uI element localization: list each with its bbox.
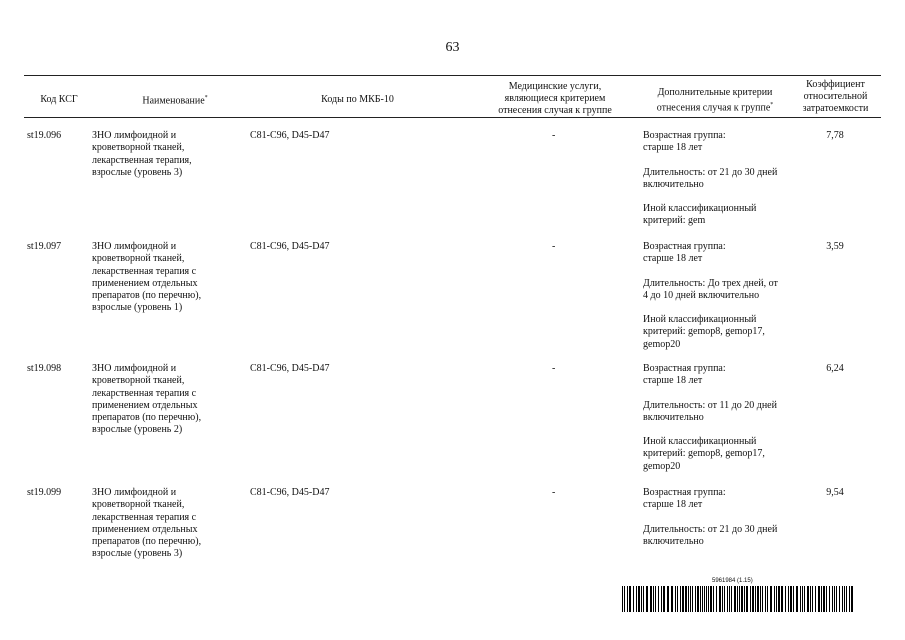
table-top-rule bbox=[24, 75, 881, 76]
header-criteria: Дополнительные критерии отнесения случая к группе* bbox=[656, 87, 774, 114]
cell-criteria bbox=[643, 130, 793, 240]
cell-name: ЗНО лимфоидной и кроветворной тканей, лекарственная терапия с применением отдельных препаратов (по перечню), взрослые (уровень 2) bbox=[92, 363, 202, 436]
cell-name: ЗНО лимфоидной и кроветворной тканей, лекарственная терапия с применением отдельных препаратов (по перечню), взрослые (уровень 1) bbox=[92, 241, 202, 314]
cell-coef: 7,78 bbox=[826, 130, 844, 141]
header-icd: Коды по МКБ-10 bbox=[321, 94, 394, 105]
cell-criteria bbox=[643, 363, 793, 485]
cell-services: - bbox=[552, 487, 556, 498]
cell-icd: C81-C96, D45-D47 bbox=[250, 487, 330, 498]
cell-code: st19.099 bbox=[27, 487, 62, 498]
header-name: Наименование* bbox=[142, 95, 208, 107]
criteria-block: Возрастная группа: старше 18 лет bbox=[643, 241, 726, 265]
header-services: Медицинские услуги, являющиеся критерием отнесения случая к группе bbox=[498, 81, 612, 116]
criteria-block: Длительность: от 11 до 20 дней включительно bbox=[643, 399, 777, 423]
criteria-block: Иной классификационный критерий: gemop8, gemop17, gemop20 bbox=[643, 314, 765, 350]
header-code: Код КСГ bbox=[40, 94, 78, 105]
criteria-block: Возрастная группа: старше 18 лет bbox=[643, 363, 726, 387]
page-number: 63 bbox=[445, 40, 460, 55]
cell-criteria bbox=[643, 241, 793, 363]
cell-coef: 3,59 bbox=[826, 241, 844, 252]
cell-icd: C81-C96, D45-D47 bbox=[250, 241, 330, 252]
cell-code: st19.098 bbox=[27, 363, 62, 374]
criteria-block: Длительность: от 21 до 30 дней включительно bbox=[643, 523, 778, 547]
cell-code: st19.096 bbox=[27, 130, 62, 141]
table-header-rule bbox=[24, 117, 881, 118]
cell-icd: C81-C96, D45-D47 bbox=[250, 363, 330, 374]
criteria-block: Иной классификационный критерий: gemop8, gemop17, gemop20 bbox=[643, 436, 765, 472]
barcode bbox=[622, 586, 854, 612]
cell-coef: 9,54 bbox=[826, 487, 844, 498]
criteria-block: Возрастная группа: старше 18 лет bbox=[643, 130, 726, 154]
cell-services: - bbox=[552, 130, 556, 141]
barcode-number: 5961984 (1.15) bbox=[712, 578, 753, 584]
criteria-block: Длительность: До трех дней, от 4 до 10 дней включительно bbox=[643, 277, 778, 301]
cell-criteria bbox=[643, 487, 793, 560]
cell-code: st19.097 bbox=[27, 241, 62, 252]
cell-services: - bbox=[552, 363, 556, 374]
cell-icd: C81-C96, D45-D47 bbox=[250, 130, 330, 141]
cell-name: ЗНО лимфоидной и кроветворной тканей, лекарственная терапия, взрослые (уровень 3) bbox=[92, 130, 192, 178]
criteria-block: Длительность: от 21 до 30 дней включительно bbox=[643, 166, 778, 190]
cell-name: ЗНО лимфоидной и кроветворной тканей, лекарственная терапия с применением отдельных препаратов (по перечню), взрослые (уровень 3) bbox=[92, 487, 202, 560]
cell-services: - bbox=[552, 241, 556, 252]
header-coef: Коэффициент относительной затратоемкости bbox=[802, 79, 869, 114]
cell-coef: 6,24 bbox=[826, 363, 844, 374]
criteria-block: Иной классификационный критерий: gem bbox=[643, 203, 757, 227]
criteria-block: Возрастная группа: старше 18 лет bbox=[643, 487, 726, 511]
